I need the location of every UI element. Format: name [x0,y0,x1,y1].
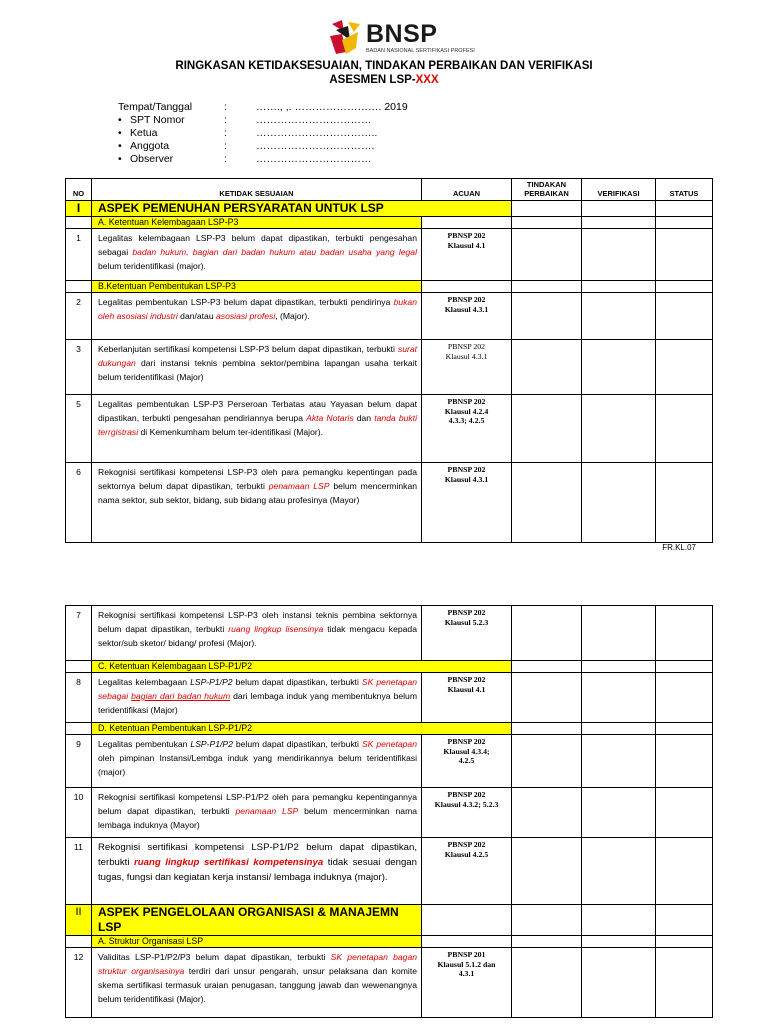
section-title: ASPEK PENGELOLAAN ORGANISASI & MANAJEMN LSP [92,905,422,936]
row-reference [422,948,512,1018]
text: Legalitas kelembagaan [98,677,191,687]
meta-value: ……………………………. [256,140,375,152]
ref-line: 4.3.3; 4.2.5 [448,416,485,425]
ref-line: Klausul 4.1 [447,684,486,694]
subsection-title: B.Ketentuan Pembentukan LSP-P3 [92,281,422,293]
meta-label: Anggota [130,140,170,152]
action-cell[interactable] [512,395,582,463]
ref-line: Klausul 4.3.1 [445,351,488,361]
row-description [92,735,422,788]
highlight-text: tanda bukti terrgistrasi [98,413,417,437]
verify-cell[interactable] [582,395,656,463]
bullet: • [118,127,122,139]
form-code: FR.KL.07 [662,543,696,552]
row-reference [422,395,512,463]
verify-cell[interactable] [582,606,656,661]
row-description [92,606,422,661]
status-cell[interactable] [656,838,713,905]
meta-colon: : [224,127,227,139]
verify-cell[interactable] [582,293,656,340]
meta-value: …………………………… [256,153,372,165]
highlight-text: penamaan LSP [268,481,330,491]
verify-cell[interactable] [582,948,656,1018]
subsection-row [66,661,713,673]
table-row [66,340,713,395]
col-header-status: STATUS [656,179,713,201]
row-description [92,229,422,281]
action-cell[interactable] [512,838,582,905]
ref-line: PBNSP 202 [447,295,486,304]
meta-value: …………………………….. [256,127,378,139]
highlight-text: ruang lingkup lisensinya [228,624,324,634]
meta-row-observer [118,153,438,166]
row-description [92,340,422,395]
meta-colon: : [224,153,227,165]
bullet: • [118,114,122,126]
section-title: ASPEK PEMENUHAN PERSYARATAN UNTUK LSP [92,201,512,217]
status-cell[interactable] [656,340,713,395]
row-number: 12 [66,948,92,1018]
row-reference [422,673,512,723]
ref-line: PBNSP 202 [447,737,486,746]
italic-text: LSP-P1/P2 [190,739,233,749]
meta-value: …………………………… [256,114,372,126]
bnsp-logo [328,18,475,58]
ref-line: PBNSP 202 [447,608,486,617]
row-reference [422,788,512,838]
status-cell[interactable] [656,735,713,788]
text: tidak mengacu kepada sektor/sub sketor/ bidang/ profesi (Major). [98,624,417,648]
title-suffix: XXX [415,74,439,86]
row-number: 10 [66,788,92,838]
highlight-text: ruang lingkup sertifikasi kompetensinya [134,857,324,868]
subsection-title: A. Ketentuan Kelembagaan LSP-P3 [92,217,422,229]
col-header-issue: KETIDAK SESUAIAN [92,179,422,201]
status-cell[interactable] [656,395,713,463]
findings-table-page1 [65,178,713,543]
ref-line: Klausul 4.2.5 [444,849,489,859]
status-cell[interactable] [656,229,713,281]
verify-cell[interactable] [582,340,656,395]
ref-line: Klausul 4.3.1 [444,304,489,314]
meta-colon: : [224,101,227,113]
text: belum mencerminkan nama lembaga induknya (Mayor) [98,806,418,830]
status-cell[interactable] [656,293,713,340]
findings-table-page2 [65,605,713,1018]
bullet: • [118,140,122,152]
action-cell[interactable] [512,606,582,661]
ref-line: PBNSP 202 [447,397,486,406]
row-description [92,293,422,340]
action-cell[interactable] [512,293,582,340]
highlight-text: surat dukungan [98,344,417,368]
text: Legalitas pembentukan [98,739,191,749]
action-cell[interactable] [512,735,582,788]
text: Legalitas pembentukan LSP-P3 belum dapat dipastikan, terbukti pendirinya [98,297,394,307]
row-reference [422,838,512,905]
italic-text: LSP-P1/P2 [190,677,233,687]
col-header-ref: ACUAN [422,179,512,201]
meta-colon: : [224,140,227,152]
table-row [66,229,713,281]
highlight-text: bagian dari badan hukum [131,691,231,701]
ref-line: 4.2.5 [458,756,475,765]
meta-row-spt [118,114,438,127]
section-row [66,201,713,217]
table-row [66,838,713,905]
verify-cell[interactable] [582,229,656,281]
table-row [66,395,713,463]
action-cell[interactable] [512,788,582,838]
text: Keberlanjutan sertifikasi kompetensi LSP-P3 belum dapat dipastikan, terbukti [98,344,398,354]
row-number: 1 [66,229,92,281]
text: dan/atau [177,311,217,321]
ref-line: Klausul 4.2.4 [444,406,489,416]
garuda-emblem-icon [328,18,364,56]
text: belum dapat dipastikan, terbukti [232,739,362,749]
highlight-text: badan hukum, bagian dari badan hukum atau badan usaha yang legal [132,247,417,257]
table-row [66,606,713,661]
action-cell[interactable] [512,340,582,395]
text: Legalitas pembentukan LSP-P3 Perseroan Terbatas atau Yayasan belum dapat dipastikan, terbukti pengesahan pendiriannya berupa [98,399,417,423]
logo-subtitle: BADAN NASIONAL SERTIFIKASI PROFESI [366,48,475,54]
text: belum teridentifikasi (major). [98,261,206,271]
row-description [92,948,422,1018]
row-reference [422,606,512,661]
status-cell[interactable] [656,788,713,838]
ref-line: Klausul 4.3.4; [443,746,490,756]
meta-label: Observer [130,153,174,165]
table-row [66,788,713,838]
ref-line: Klausul 5.2.3 [444,617,489,627]
action-cell[interactable] [512,463,582,543]
row-number: 6 [66,463,92,543]
meta-value: ……., ,. ……………………. 2019 [256,101,408,113]
ref-line: PBNSP 201 [447,950,486,959]
text: oleh pimpinan Instansi/Lembga induk yang mendirikannya belum teridentifikasi (major) [98,753,417,777]
row-description [92,788,422,838]
row-description [92,673,422,723]
meta-colon: : [224,114,227,126]
table-row [66,673,713,723]
meta-label: SPT Nomor [130,114,185,126]
row-number: 9 [66,735,92,788]
row-number: 2 [66,293,92,340]
ref-line: PBNSP 202 [447,675,486,684]
highlight-text: bukan oleh asosiasi industri [98,297,417,321]
highlight-text: Akta Notaris [306,413,354,423]
meta-row-ketua [118,127,438,140]
verify-cell[interactable] [582,463,656,543]
document-title-line2 [0,74,768,86]
ref-line: 4.3.1 [458,969,475,978]
ref-line: PBNSP 202 [447,790,486,799]
text: Rekognisi sertifikasi kompetensi LSP-P1/P2 belum dapat dipastikan, terbukti [98,842,417,868]
subsection-title: A. Struktur Organisasi LSP [92,936,422,948]
ref-line: PBNSP 202 [447,840,486,849]
logo-text: BNSP [366,20,438,48]
meta-row-tempat [118,101,438,114]
subsection-row [66,217,713,229]
row-reference [422,229,512,281]
highlight-text: SK penetapan [361,739,417,749]
row-description [92,838,422,905]
ref-line: Klausul 5.1.2 dan [437,959,496,969]
ref-line: PBNSP 202 [447,231,486,240]
text: Rekognisi sertifikasi kompetensi LSP-P1/P2 oleh para pemangku kepentingannya belum dapat dipastikan, terbukti [98,792,417,816]
row-number: 8 [66,673,92,723]
row-reference [422,735,512,788]
text: terdiri dari unsur pengarah, unsur pelaksana dan komite skema sertifikasi termasuk uraian penugasan, tanggung jawab dan wewenangnya belum teridentifikasi (Major). [98,966,417,1004]
subsection-title: C. Ketentuan Kelembagaan LSP-P1/P2 [92,661,512,673]
status-cell[interactable] [656,606,713,661]
ref-line: PBNSP 202 [447,465,486,474]
ref-line: PBNSP 202 [447,342,486,351]
table-row [66,293,713,340]
verify-cell[interactable] [582,838,656,905]
subsection-title: D. Ketentuan Pembentukan LSP-P1/P2 [92,723,512,735]
meta-label: Tempat/Tanggal [118,101,193,113]
highlight-text: asosiasi profesi [216,311,276,321]
status-cell[interactable] [656,463,713,543]
table-row [66,463,713,543]
text: di Kemenkumham belum ter-identifikasi (Major). [138,427,323,437]
bullet: • [118,153,122,165]
row-reference [422,340,512,395]
text: Rekognisi sertifikasi kompetensi LSP-P3 oleh instansi teknis pembina sektornya belum dapat dipastikan, terbukti [98,610,417,634]
table-row [66,735,713,788]
meta-row-anggota [118,140,438,153]
action-cell[interactable] [512,673,582,723]
text: tidak sesuai dengan tugas, fungsi dan kegiatan kerja instansi/ lembaga induknya (major). [98,857,417,883]
row-description [92,463,422,543]
section-row [66,905,713,936]
highlight-text: SK penetapan sebagai [98,677,418,701]
title-prefix: ASESMEN LSP- [329,74,416,86]
status-cell[interactable] [656,948,713,1018]
status-cell[interactable] [656,673,713,723]
ref-line: Klausul 4.3.2; 5.2.3 [434,799,499,809]
meta-label: Ketua [130,127,158,139]
action-cell[interactable] [512,229,582,281]
section-number: II [66,905,92,936]
highlight-text: SK penetapan bagan struktur organisasinya [98,952,418,976]
row-number: 5 [66,395,92,463]
ref-line: Klausul 4.3.1 [444,474,489,484]
row-description [92,395,422,463]
row-number: 3 [66,340,92,395]
ref-line: Klausul 4.1 [447,240,486,250]
subsection-row [66,281,713,293]
col-header-verify: VERIFIKASI [582,179,656,201]
verify-cell[interactable] [582,673,656,723]
action-cell[interactable] [512,948,582,1018]
subsection-row [66,936,713,948]
text: dan [353,413,375,423]
table-header-row [66,179,713,201]
text: Validitas LSP-P1/P2/P3 belum dapat dipastikan, terbukti [98,952,331,962]
text: Legalitas kelembagaan LSP-P3 belum dapat dipastikan, terbukti pengesahan sebagai [98,233,417,257]
text: dari instansi teknis pembina sektor/pembina lapangan usaha terkait belum teridentifikasi (Major) [98,358,417,382]
row-number: 7 [66,606,92,661]
verify-cell[interactable] [582,788,656,838]
text: belum dapat dipastikan, terbukti [232,677,362,687]
subsection-row [66,723,713,735]
verify-cell[interactable] [582,735,656,788]
section-number: I [66,201,92,217]
table-row [66,948,713,1018]
document-title-line1: RINGKASAN KETIDAKSESUAIAN, TINDAKAN PERBAIKAN DAN VERIFIKASI [175,60,593,72]
text: , (Major). [275,311,310,321]
col-header-action: TINDAKAN PERBAIKAN [512,179,582,201]
text: Rekognisi sertifikasi kompetensi LSP-P3 oleh para pemangku kepentingan pada sektornya belum dapat dipastikan, terbukti [98,467,417,491]
text: dari lembaga induk yang membentuknya belum teridentifikasi (Major) [98,691,417,715]
highlight-text: penamaan LSP [235,806,299,816]
row-reference [422,463,512,543]
text: belum mencerminkan nama sektor, sub sektor, bidang, sub bidang atau profesinya (Mayor) [98,481,418,505]
col-header-no: NO [66,179,92,201]
row-number: 11 [66,838,92,905]
row-reference [422,293,512,340]
